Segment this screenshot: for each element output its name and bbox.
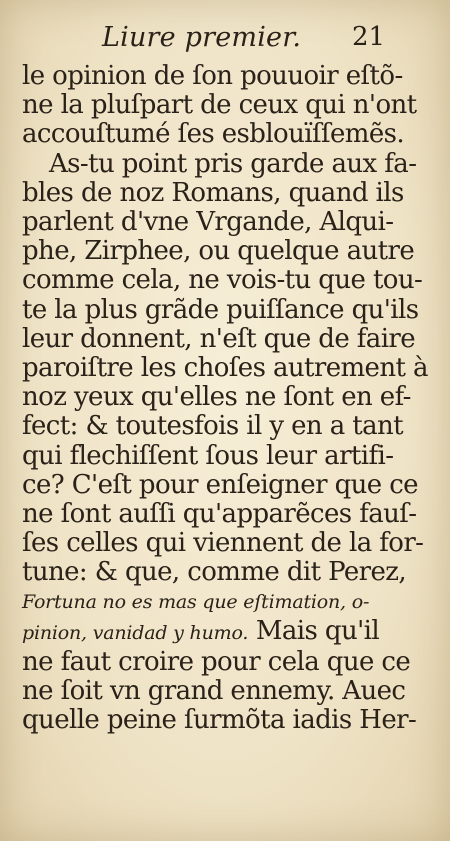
running-title: Liure premier. [102,22,302,53]
text-line: tune: & que, comme dit Perez, [22,557,407,588]
text-line: paroiſtre les choſes autrement à [22,353,428,384]
paragraph-start-line: As-tu point pris garde aux fa- [49,148,417,179]
text-line: leur donnent, n'eſt que de faire [22,323,416,354]
text-line: le opinion de ſon pouuoir eſtõ- [22,61,403,91]
text-line: quelle peine ſurmõta iadis Her- [22,705,417,736]
italic-quote-fragment: pinion, vanidad y humo. [22,621,249,644]
text-line: fect: & toutesfois il y en a tant [22,411,404,442]
body-text [22,61,428,736]
text-line: comme cela, ne vois-tu que tou- [22,265,423,296]
text-line: ne la pluſpart de ceux qui n'ont [22,90,417,121]
text-line: te la plus grãde puiſſance qu'ils [22,294,419,325]
text-line: noz yeux qu'elles ne ſont en ef- [22,382,411,413]
mixed-text-line [22,617,407,648]
text-line: phe, Zirphee, ou quelque autre [22,236,415,267]
running-head [0,22,450,62]
text-line: qui flechiſſent ſous leur artifi- [22,440,394,471]
text-line: accouſtumé ſes esblouïſſemẽs. [22,119,405,150]
text-line: ne faut croire pour cela que ce [22,647,411,678]
page-number: 21 [352,22,386,52]
text-line: ne ſont auſſi qu'apparẽces fauſ- [22,499,417,530]
text-line: ne ſoit vn grand ennemy. Auec [22,676,406,707]
italic-quote-line: Fortuna no es mas que eſtimation, o- [22,590,370,613]
text-line: parlent d'vne Vrgande, Alqui- [22,207,394,238]
text-line: bles de noz Romans, quand ils [22,177,404,208]
roman-text-fragment: Mais qu'il [248,615,380,646]
text-line: ce? C'eſt pour enſeigner que ce [22,469,418,500]
text-line: ſes celles qui viennent de la for- [22,528,424,559]
